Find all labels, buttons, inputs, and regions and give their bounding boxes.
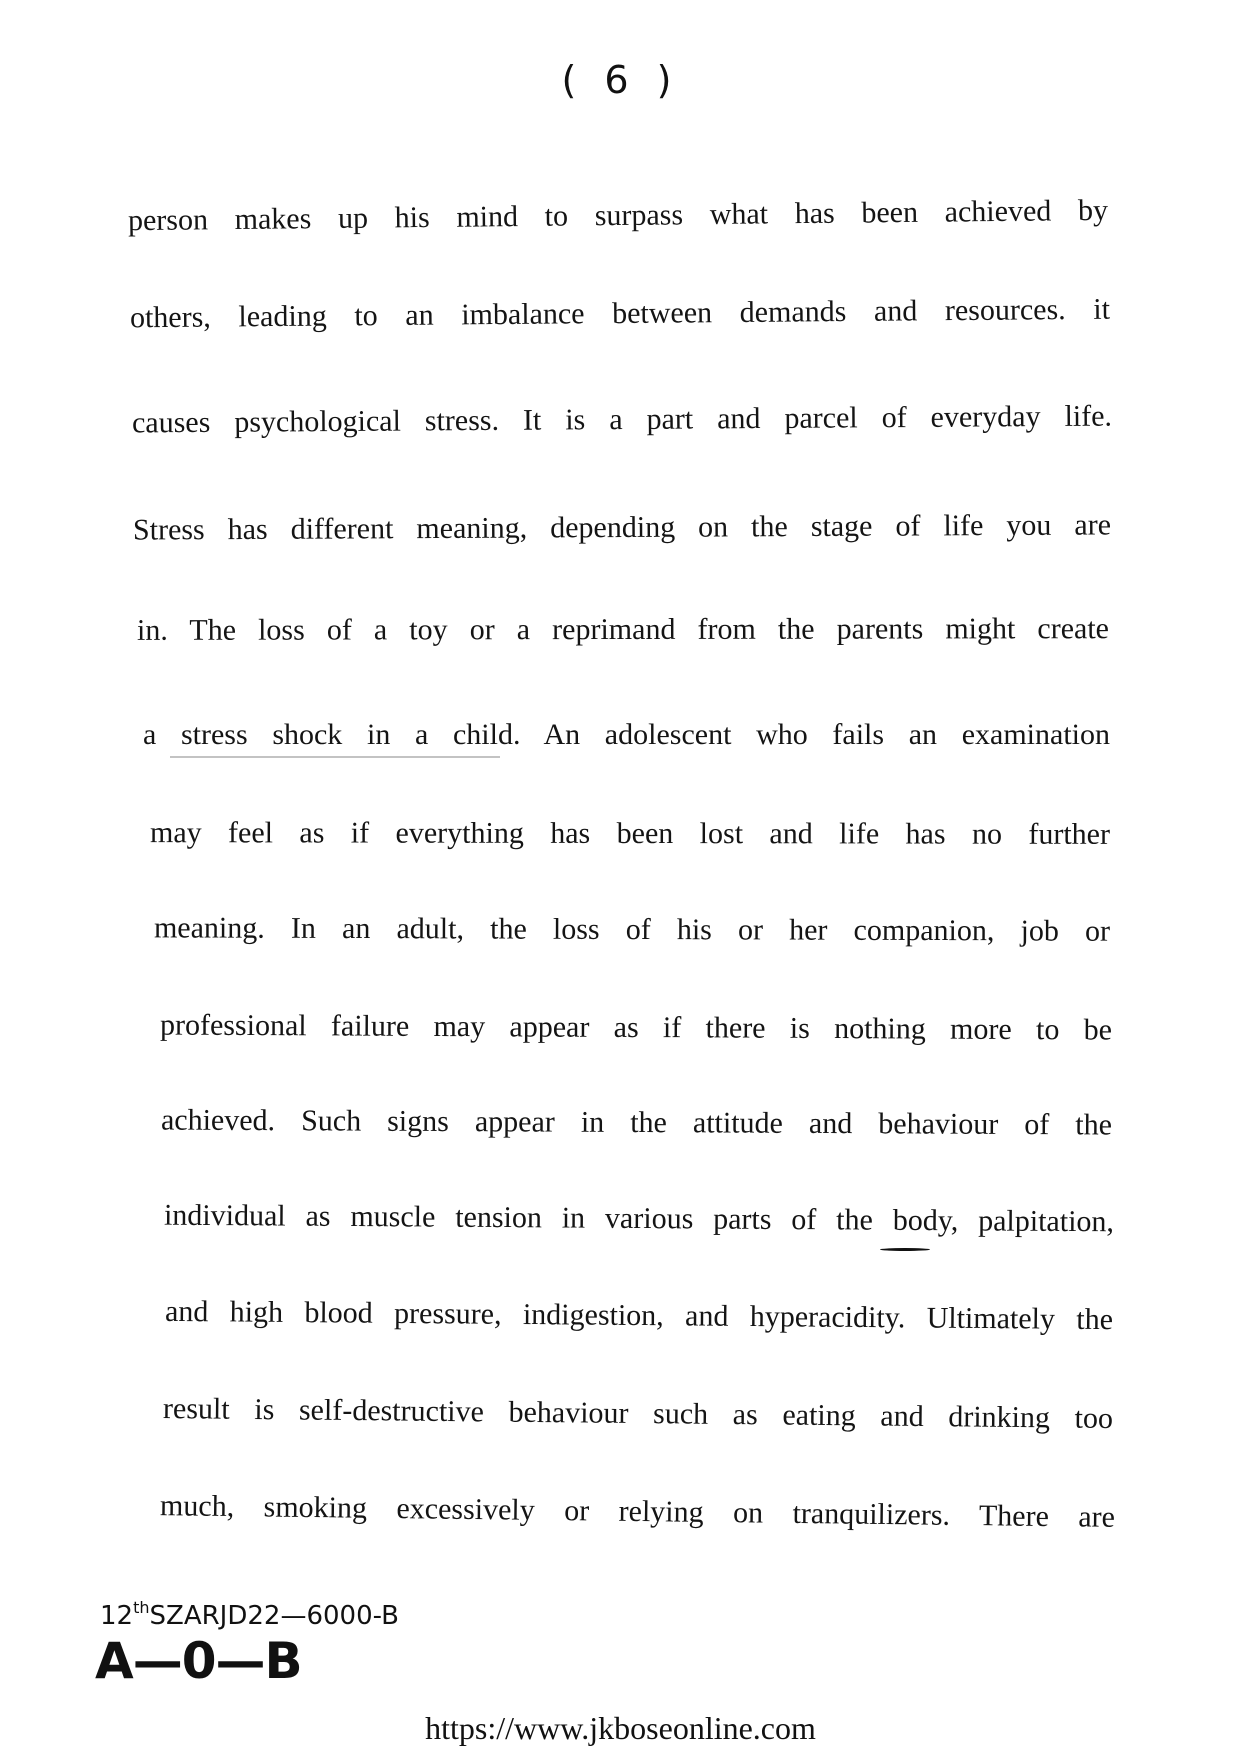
body-line-13: result is self-destructive behaviour such as eating and drinking too [162, 1392, 1114, 1435]
paper-code [100, 1598, 399, 1631]
pen-underline-body [880, 1248, 930, 1251]
paper-code-prefix: 12 [100, 1601, 134, 1631]
body-line-3: causes psychological stress. It is a part and parcel of everyday life. [131, 399, 1113, 440]
source-url: https://www.jkboseonline.com [425, 1710, 816, 1746]
body-line-6: a stress shock in a child. An adolescent who fails an examination [143, 718, 1110, 751]
body-line-12: and high blood pressure, indigestion, and hyperacidity. Ultimately the [164, 1294, 1114, 1337]
body-line-1: person makes up his mind to surpass what has been achieved by [127, 193, 1109, 238]
body-line-10: achieved. Such signs appear in the attitude and behaviour of the [160, 1103, 1113, 1142]
body-line-9: professional failure may appear as if there is nothing more to be [159, 1008, 1113, 1047]
pen-underline-mark [170, 756, 500, 758]
body-line-8: meaning. In an adult, the loss of his or her companion, job or [153, 911, 1111, 948]
body-line-14: much, smoking excessively or relying on tranquilizers. There are [159, 1489, 1116, 1534]
body-line-4: Stress has different meaning, depending on the stage of life you are [132, 508, 1112, 547]
body-line-7: may feel as if everything has been lost and life has no further [149, 816, 1111, 851]
paper-code-suffix: SZARJD22—6000-B [149, 1601, 399, 1631]
body-line-5: in. The loss of a toy or a reprimand from the parents might create [136, 612, 1110, 647]
paper-code-sup: th [133, 1598, 150, 1617]
paper-series: A—0—B [95, 1632, 302, 1690]
page-number: ( 6 ) [561, 58, 680, 102]
body-line-11: individual as muscle tension in various parts of the body, palpitation, [163, 1198, 1115, 1239]
body-line-2: others, leading to an imbalance between demands and resources. it [129, 292, 1111, 335]
